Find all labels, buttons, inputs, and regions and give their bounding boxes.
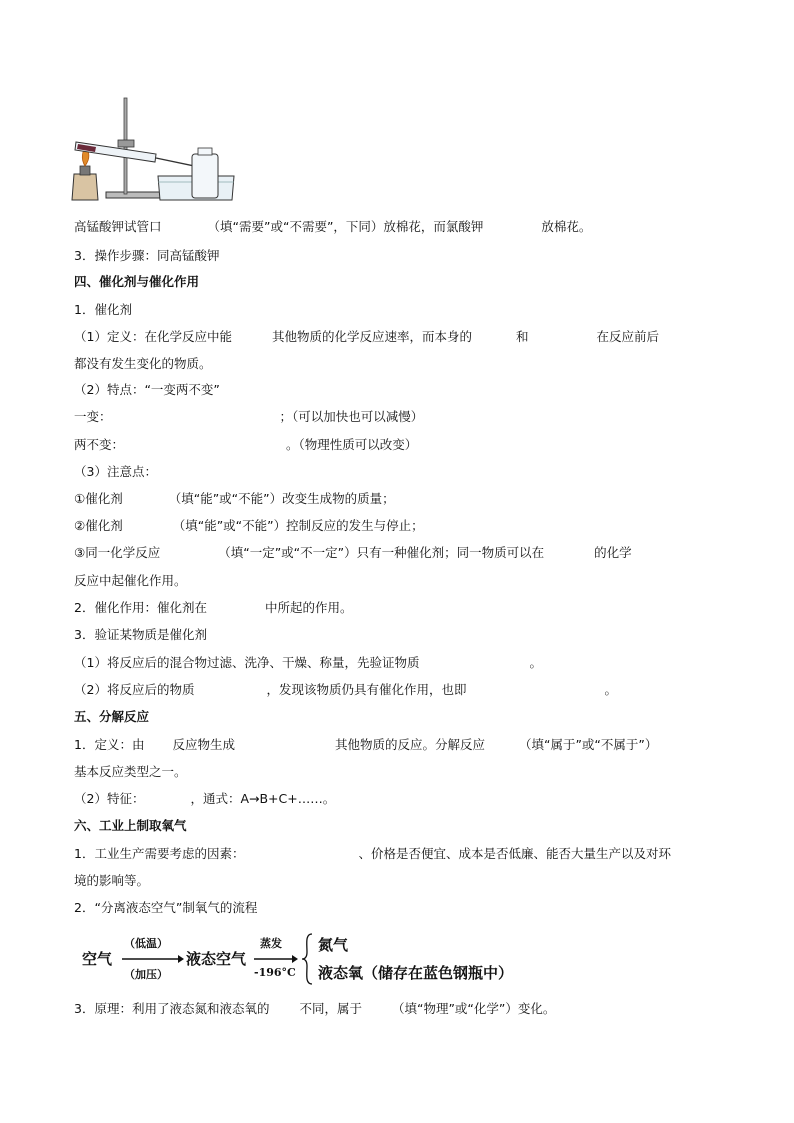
- line-verify-1: （1）将反应后的混合物过滤、洗净、干燥、称量，先验证物质 。: [74, 655, 542, 670]
- flow-air: 空气: [82, 950, 113, 968]
- flow-condition-pressure: （加压）: [124, 968, 168, 981]
- line-note-1: ①催化剂 （填“能”或“不能”）改变生成物的质量；: [74, 491, 395, 506]
- flow-output-nitrogen: 氮气: [318, 936, 349, 954]
- liquid-air-separation-flow: [78, 930, 538, 988]
- line-catalyst: 1．催化剂: [74, 302, 132, 317]
- line-notes: （3）注意点：: [74, 464, 157, 479]
- line-steps: 3．操作步骤：同高锰酸钾: [74, 248, 220, 263]
- flow-liquid-air: 液态空气: [186, 950, 247, 968]
- line-cotton: 高锰酸钾试管口 （填“需要”或“不需要”，下同）放棉花，而氯酸钾 放棉花。: [74, 219, 592, 234]
- line-industrial-factors-cont: 境的影响等。: [74, 873, 150, 888]
- section-heading-catalyst: 四、催化剂与催化作用: [74, 274, 200, 289]
- line-two-unchanged: 两不变： 。（物理性质可以改变）: [74, 437, 418, 452]
- line-decomp-feature: （2）特征： ，通式：A→B+C+……。: [74, 791, 336, 806]
- section-heading-industrial: 六、工业上制取氧气: [74, 818, 187, 833]
- line-verify-2: （2）将反应后的物质 ，发现该物质仍具有催化作用，也即 。: [74, 682, 617, 697]
- line-definition: （1）定义：在化学反应中能 其他物质的化学反应速率，而本身的 和 在反应前后: [74, 329, 660, 344]
- line-note-2: ②催化剂 （填“能”或“不能”）控制反应的发生与停止；: [74, 518, 424, 533]
- flow-output-liquid-oxygen: 液态氧（储存在蓝色钢瓶中）: [318, 964, 514, 982]
- line-definition-cont: 都没有发生变化的物质。: [74, 356, 212, 371]
- section-heading-decomposition: 五、分解反应: [74, 709, 150, 724]
- flow-arrow-1: [122, 954, 184, 964]
- line-one-change: 一变： ；（可以加快也可以减慢）: [74, 409, 424, 424]
- flow-brace: [300, 932, 314, 986]
- flow-condition-low-temp: （低温）: [124, 937, 168, 950]
- line-decomp-definition-cont: 基本反应类型之一。: [74, 764, 187, 779]
- line-catalysis: 2．催化作用：催化剂在 中所起的作用。: [74, 600, 353, 615]
- line-flow-title: 2．“分离液态空气”制氧气的流程: [74, 900, 258, 915]
- oxygen-preparation-apparatus-illustration: [66, 92, 236, 204]
- flow-evaporate: 蒸发: [260, 937, 282, 950]
- line-verify: 3．验证某物质是催化剂: [74, 627, 207, 642]
- line-features: （2）特点：“一变两不变”: [74, 382, 220, 397]
- line-decomp-definition: 1．定义：由 反应物生成 其他物质的反应。分解反应 （填“属于”或“不属于”）: [74, 737, 658, 752]
- flow-arrow-2: [254, 954, 298, 964]
- line-principle: 3．原理：利用了液态氮和液态氧的 不同，属于 （填“物理”或“化学”）变化。: [74, 1001, 556, 1016]
- line-industrial-factors: 1．工业生产需要考虑的因素： 、价格是否便宜、成本是否低廉、能否大量生产以及对环: [74, 846, 671, 861]
- flow-temperature: -196°C: [254, 966, 296, 979]
- line-note-3: ③同一化学反应 （填“一定”或“不一定”）只有一种催化剂；同一物质可以在 的化学: [74, 545, 632, 560]
- line-note-3-cont: 反应中起催化作用。: [74, 573, 187, 588]
